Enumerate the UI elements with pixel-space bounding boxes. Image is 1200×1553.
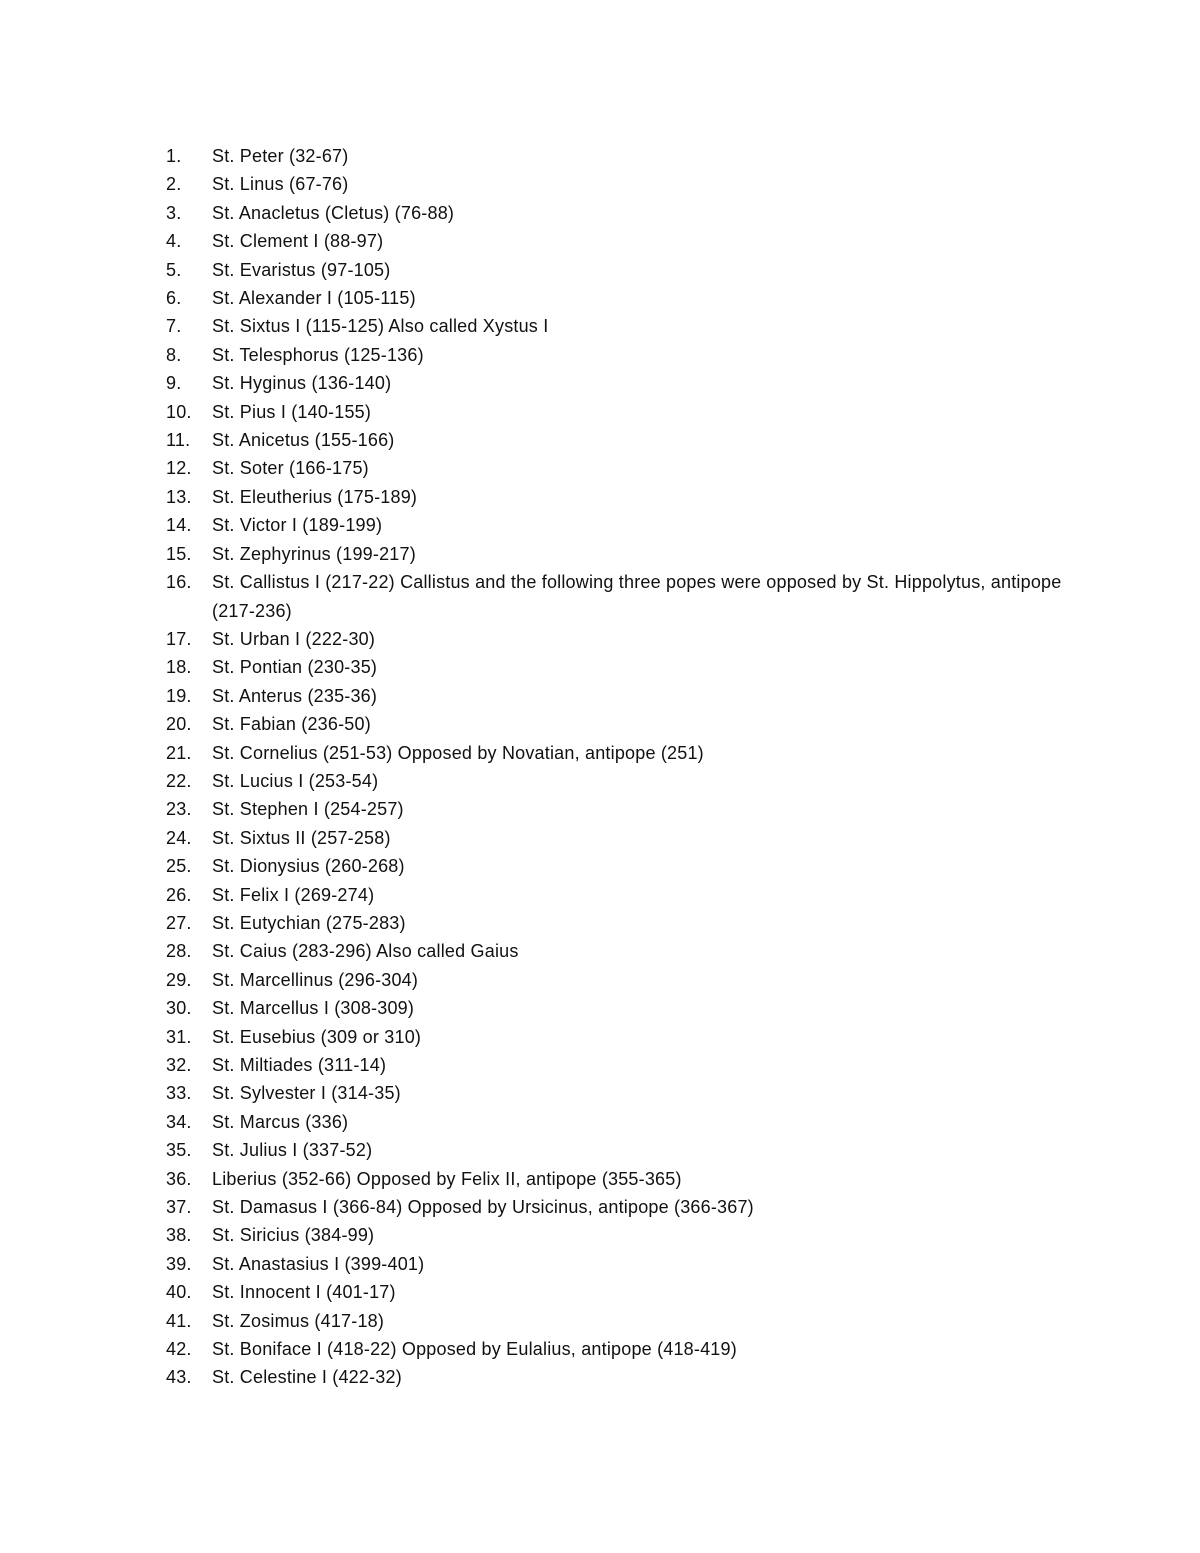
list-item-text: St. Innocent I (401-17) <box>212 1282 396 1303</box>
list-item-text: St. Callistus I (217-22) Callistus and the following three popes were opposed by St. Hippolytus, antipope (217-236) <box>212 572 1062 621</box>
list-item-number: 19. <box>166 685 192 706</box>
list-item <box>166 653 1066 681</box>
list-item <box>166 966 1066 994</box>
list-item-text: St. Anterus (235-36) <box>212 685 378 706</box>
list-item <box>166 1307 1066 1335</box>
list-item <box>166 682 1066 710</box>
list-item-number: 38. <box>166 1225 192 1246</box>
list-item <box>166 625 1066 653</box>
list-item-number: 29. <box>166 969 192 990</box>
list-item <box>166 483 1066 511</box>
list-item <box>166 1221 1066 1249</box>
list-item-text: St. Boniface I (418-22) Opposed by Eulalius, antipope (418-419) <box>212 1339 737 1360</box>
list-item-number: 37. <box>166 1197 192 1218</box>
list-item-number: 30. <box>166 998 192 1019</box>
list-item-text: St. Dionysius (260-268) <box>212 856 405 877</box>
list-item-number: 40. <box>166 1282 192 1303</box>
list-item <box>166 454 1066 482</box>
list-item-text: St. Celestine I (422-32) <box>212 1367 402 1388</box>
list-item <box>166 256 1066 284</box>
list-item <box>166 852 1066 880</box>
list-item-number: 27. <box>166 912 192 933</box>
list-item <box>166 199 1066 227</box>
list-item-text: St. Eleutherius (175-189) <box>212 486 418 507</box>
list-item-text: St. Caius (283-296) Also called Gaius <box>212 941 519 962</box>
list-item-text: St. Telesphorus (125-136) <box>212 344 424 365</box>
list-item <box>166 1051 1066 1079</box>
list-item-number: 1. <box>166 146 182 166</box>
list-item-text: St. Sixtus II (257-258) <box>212 827 391 848</box>
list-item-number: 32. <box>166 1055 192 1075</box>
list-item <box>166 1193 1066 1221</box>
list-item-number: 6. <box>166 288 182 309</box>
list-item-text: Liberius (352-66) Opposed by Felix II, antipope (355-365) <box>212 1168 682 1189</box>
list-item <box>166 170 1066 198</box>
list-item-text: St. Clement I (88-97) <box>212 231 384 252</box>
list-item <box>166 937 1066 965</box>
list-item-number: 26. <box>166 884 192 905</box>
list-item-text: St. Marcellus I (308-309) <box>212 998 415 1019</box>
list-item-text: St. Sylvester I (314-35) <box>212 1083 401 1104</box>
list-item <box>166 881 1066 909</box>
list-item-text: St. Soter (166-175) <box>212 458 369 479</box>
list-item-number: 43. <box>166 1367 192 1388</box>
list-item-number: 11. <box>166 430 191 451</box>
list-item-number: 4. <box>166 231 182 252</box>
list-item-number: 9. <box>166 373 182 394</box>
list-item-text: St. Damasus I (366-84) Opposed by Ursicinus, antipope (366-367) <box>212 1197 754 1218</box>
list-item <box>166 341 1066 369</box>
list-item-number: 34. <box>166 1111 192 1132</box>
list-item <box>166 909 1066 937</box>
list-item-text: St. Felix I (269-274) <box>212 884 375 905</box>
list-item-number: 2. <box>166 174 182 195</box>
list-item-number: 33. <box>166 1083 192 1104</box>
list-item <box>166 795 1066 823</box>
list-item-text: St. Anicetus (155-166) <box>212 430 395 451</box>
list-item <box>166 511 1066 539</box>
list-item-text: St. Anastasius I (399-401) <box>212 1253 425 1274</box>
pope-list <box>166 142 1066 1392</box>
list-item-text: St. Linus (67-76) <box>212 174 349 195</box>
list-item-text: St. Stephen I (254-257) <box>212 799 404 820</box>
list-item <box>166 398 1066 426</box>
list-item-text: St. Julius I (337-52) <box>212 1140 373 1161</box>
list-item-text: St. Lucius I (253-54) <box>212 770 379 791</box>
list-item-number: 42. <box>166 1339 192 1360</box>
list-item <box>166 1250 1066 1278</box>
list-item <box>166 1335 1066 1363</box>
list-item-number: 39. <box>166 1253 192 1274</box>
list-item-text: St. Marcus (336) <box>212 1111 349 1132</box>
list-item-number: 15. <box>166 543 192 564</box>
list-item-text: St. Urban I (222-30) <box>212 628 376 649</box>
list-item-number: 22. <box>166 770 192 791</box>
list-item-number: 8. <box>166 344 182 365</box>
list-item-text: St. Zephyrinus (199-217) <box>212 543 416 564</box>
list-item <box>166 1079 1066 1107</box>
list-item-number: 21. <box>166 742 192 763</box>
list-item-number: 13. <box>166 486 192 507</box>
list-item-number: 5. <box>166 259 182 280</box>
list-item-text: St. Fabian (236-50) <box>212 714 371 735</box>
list-item-number: 7. <box>166 316 182 337</box>
list-item-number: 28. <box>166 941 192 962</box>
list-item-number: 24. <box>166 827 192 848</box>
list-item <box>166 1363 1066 1391</box>
list-item <box>166 994 1066 1022</box>
list-item-number: 31. <box>166 1026 192 1047</box>
list-item-text: St. Eusebius (309 or 310) <box>212 1026 422 1047</box>
list-item-number: 41. <box>166 1310 192 1331</box>
list-item-text: St. Miltiades (311-14) <box>212 1055 387 1075</box>
list-item-text: St. Marcellinus (296-304) <box>212 969 419 990</box>
list-item-number: 12. <box>166 458 192 479</box>
list-item <box>166 284 1066 312</box>
list-item-number: 20. <box>166 714 192 735</box>
list-item <box>166 312 1066 340</box>
list-item <box>166 824 1066 852</box>
list-item-number: 23. <box>166 799 192 820</box>
list-item-text: St. Zosimus (417-18) <box>212 1310 385 1331</box>
list-item <box>166 426 1066 454</box>
list-item <box>166 1165 1066 1193</box>
list-item-text: St. Alexander I (105-115) <box>212 288 416 309</box>
list-item-number: 36. <box>166 1168 192 1189</box>
list-item-text: St. Pius I (140-155) <box>212 401 372 422</box>
list-item <box>166 710 1066 738</box>
list-item-text: St. Eutychian (275-283) <box>212 912 406 933</box>
list-item <box>166 142 1066 170</box>
list-item <box>166 369 1066 397</box>
list-item-text: St. Peter (32-67) <box>212 146 349 166</box>
list-item-number: 18. <box>166 657 192 678</box>
list-item <box>166 540 1066 568</box>
list-item-number: 10. <box>166 401 192 422</box>
list-item <box>166 227 1066 255</box>
list-item-number: 14. <box>166 515 192 536</box>
list-item-text: St. Hyginus (136-140) <box>212 373 392 394</box>
list-item <box>166 568 1066 625</box>
list-item <box>166 1023 1066 1051</box>
list-item-text: St. Anacletus (Cletus) (76-88) <box>212 202 455 223</box>
list-item <box>166 1108 1066 1136</box>
list-item-number: 35. <box>166 1140 192 1161</box>
list-item-text: St. Pontian (230-35) <box>212 657 378 678</box>
list-item-text: St. Sixtus I (115-125) Also called Xystus I <box>212 316 549 337</box>
list-item-text: St. Evaristus (97-105) <box>212 259 391 280</box>
list-item <box>166 739 1066 767</box>
list-item <box>166 1136 1066 1164</box>
list-item-number: 16. <box>166 572 192 593</box>
list-item <box>166 767 1066 795</box>
list-item-text: St. Victor I (189-199) <box>212 515 383 536</box>
list-item-text: St. Siricius (384-99) <box>212 1225 375 1246</box>
list-item-number: 3. <box>166 202 182 223</box>
list-item-number: 25. <box>166 856 192 877</box>
list-item <box>166 1278 1066 1306</box>
list-item-text: St. Cornelius (251-53) Opposed by Novatian, antipope (251) <box>212 742 704 763</box>
list-item-number: 17. <box>166 628 192 649</box>
